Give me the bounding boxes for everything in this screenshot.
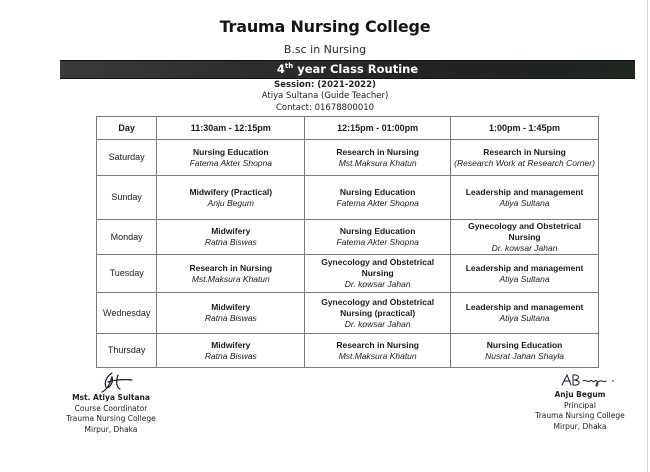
table-row xyxy=(97,220,599,255)
subject: Research in Nursing xyxy=(336,146,419,157)
teacher: Atiya Sultana xyxy=(499,313,550,323)
slot-cell xyxy=(157,334,305,368)
routine-year-suffix: th xyxy=(284,62,294,70)
subject: Nursing Education xyxy=(339,226,416,236)
teacher: Dr. kowsar Jahan xyxy=(344,279,411,289)
routine-year: 4 xyxy=(276,62,285,76)
table-row xyxy=(97,176,599,220)
slot-cell xyxy=(157,140,305,176)
day-cell: Thursday xyxy=(97,334,157,368)
day-cell: Sunday xyxy=(97,176,157,220)
slot-cell xyxy=(305,334,451,368)
page-edge xyxy=(647,0,648,472)
slot-cell xyxy=(305,140,451,176)
contact-number: Contact: 01678800010 xyxy=(275,103,375,113)
subject: Nursing Education xyxy=(339,186,416,197)
subject: Midwifery (Practical) xyxy=(189,186,273,197)
subject: Research in Nursing xyxy=(189,262,273,273)
day-cell: Tuesday xyxy=(97,255,157,293)
slot-cell xyxy=(451,334,599,368)
column-header-day: Day xyxy=(97,117,157,140)
slot-cell xyxy=(157,255,305,293)
table-row xyxy=(97,293,599,334)
slot-cell xyxy=(305,176,451,220)
teacher: Fatema Akter Shopna xyxy=(336,197,419,208)
signatory-right-name: Anju Begum xyxy=(554,390,606,399)
teacher: Mst.Maksura Khatun xyxy=(338,350,417,361)
program-subtitle: B.sc in Nursing xyxy=(283,43,367,56)
day-cell: Wednesday xyxy=(97,293,157,334)
teacher: Dr. kowsar Jahan xyxy=(491,242,558,253)
teacher: Nusrat Jahan Shayla xyxy=(485,350,564,361)
signature-left-mark xyxy=(98,371,134,393)
slot-cell xyxy=(157,176,305,220)
routine-banner xyxy=(60,60,635,79)
signature-right-mark xyxy=(560,372,616,388)
table-row xyxy=(97,334,599,368)
subject: Gynecology and Obstetrical Nursing xyxy=(321,257,435,278)
slot-cell xyxy=(305,293,451,334)
slot-cell xyxy=(451,176,599,220)
slot-cell xyxy=(451,293,599,334)
teacher: Atiya Sultana xyxy=(499,197,550,208)
day-cell: Saturday xyxy=(97,140,157,176)
day-cell: Monday xyxy=(97,220,157,255)
table-row xyxy=(97,255,599,293)
subject: Midwifery xyxy=(211,302,251,312)
signatory-left-name: Mst. Atiya Sultana xyxy=(72,393,150,402)
signatory-right-role: Principal xyxy=(564,400,596,410)
slot-cell xyxy=(157,293,305,334)
teacher: Mst.Maksura Khatun xyxy=(191,273,270,284)
slot-cell xyxy=(451,140,599,176)
teacher: Anju Begum xyxy=(207,197,254,208)
slot-cell xyxy=(157,220,305,255)
slot-note: (Research Work at Research Corner) xyxy=(454,157,595,168)
slot-cell xyxy=(451,220,599,255)
column-header-slot-3: 1:00pm - 1:45pm xyxy=(451,117,599,140)
subject: Leadership and management xyxy=(465,186,584,197)
teacher: Mst.Maksura Khatun xyxy=(338,157,417,168)
subject: Midwifery xyxy=(211,339,251,350)
subject: Gynecology and Obstetrical Nursing xyxy=(468,220,581,242)
slot-cell xyxy=(451,255,599,293)
college-title: Trauma Nursing College xyxy=(219,17,431,36)
class-routine-table xyxy=(96,116,599,368)
column-header-slot-1: 11:30am - 12:15pm xyxy=(157,117,305,140)
signatory-right-location: Mirpur, Dhaka xyxy=(553,421,607,431)
subject: Nursing Education xyxy=(193,146,269,157)
teacher: Fatema Akter Shopna xyxy=(336,237,419,247)
teacher: Ratna Biswas xyxy=(204,313,257,323)
table-row xyxy=(97,140,599,176)
teacher: Ratna Biswas xyxy=(204,237,257,247)
subject: Gynecology and Obstetrical Nursing (practical) xyxy=(321,296,435,318)
signatory-left-role: Course Coordinator xyxy=(74,403,148,413)
signatory-left-institution: Trauma Nursing College xyxy=(66,414,156,423)
slot-cell xyxy=(305,220,451,255)
signatory-left-location: Mirpur, Dhaka xyxy=(84,424,138,434)
guide-teacher: Atiya Sultana (Guide Teacher) xyxy=(261,91,389,101)
teacher: Atiya Sultana xyxy=(499,273,550,284)
teacher: Ratna Biswas xyxy=(204,350,257,361)
subject: Nursing Education xyxy=(486,339,563,350)
subject: Leadership and management xyxy=(465,302,584,312)
signatory-right-institution: Trauma Nursing College xyxy=(535,411,625,420)
signatory-left xyxy=(56,393,166,435)
routine-title: year Class Routine xyxy=(293,62,419,76)
session-label: Session: (2021-2022) xyxy=(274,80,376,90)
subject: Leadership and management xyxy=(465,262,584,273)
subject: Research in Nursing xyxy=(483,146,566,157)
column-header-slot-2: 12:15pm - 01:00pm xyxy=(305,117,451,140)
subject: Midwifery xyxy=(211,226,251,236)
teacher: Fatema Akter Shopna xyxy=(189,157,272,168)
teacher: Dr. kowsar Jahan xyxy=(344,318,411,329)
slot-cell xyxy=(305,255,451,293)
signatory-right xyxy=(524,390,636,432)
subject: Research in Nursing xyxy=(336,339,419,350)
table-header-row xyxy=(97,117,599,140)
